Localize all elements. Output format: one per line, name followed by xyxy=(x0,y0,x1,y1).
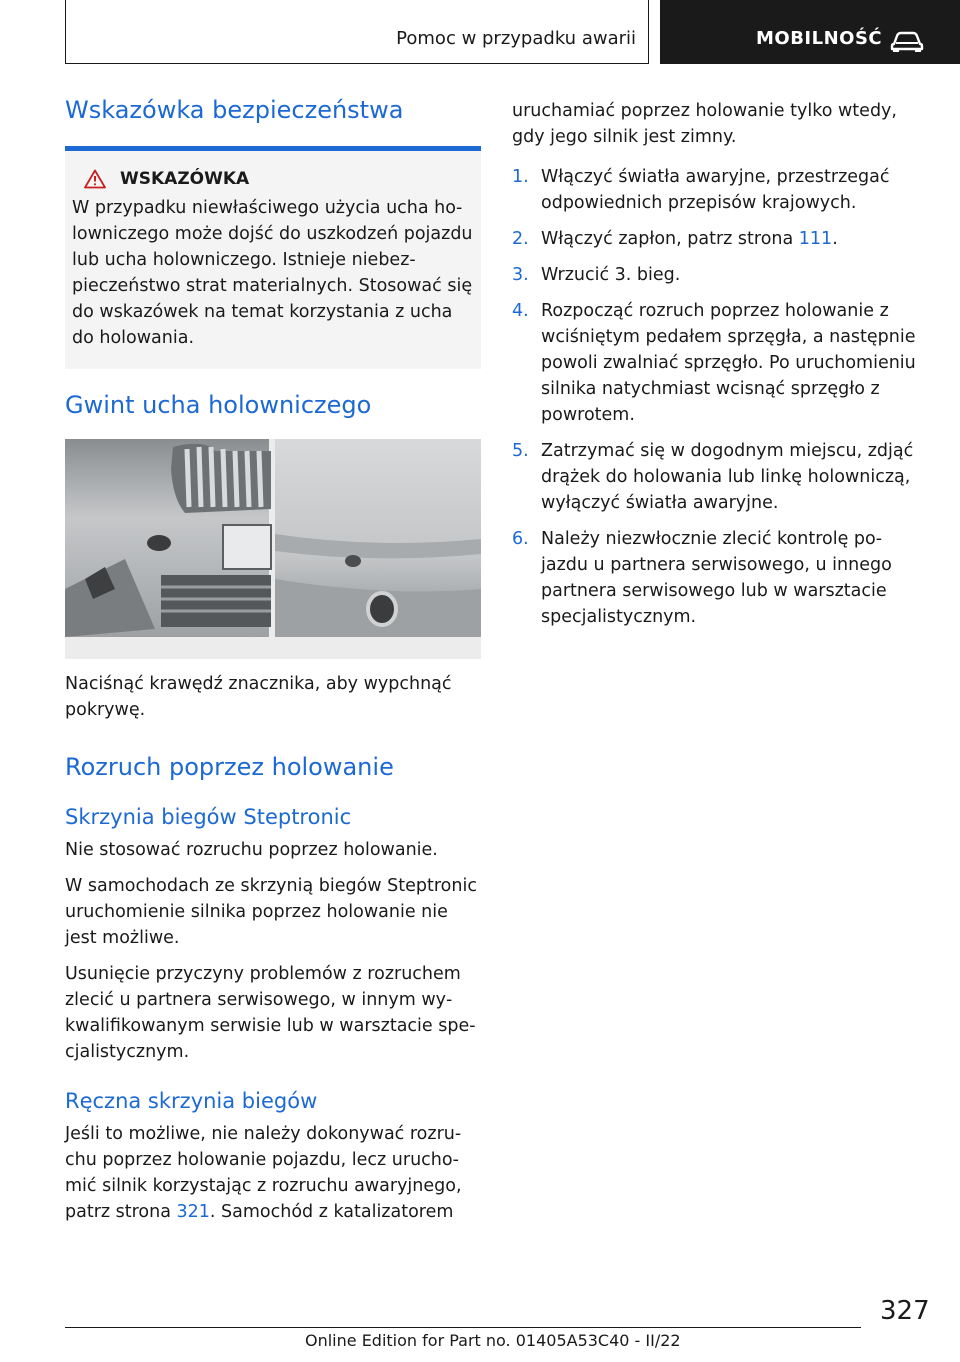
list-item xyxy=(512,298,922,428)
step-number: 4. xyxy=(512,301,529,321)
list-item xyxy=(512,262,922,288)
warning-triangle-icon xyxy=(84,169,106,189)
manual-heading: Ręczna skrzynia biegów xyxy=(65,1089,318,1113)
steptronic-heading: Skrzynia biegów Steptronic xyxy=(65,805,352,829)
page-link-321[interactable]: 321 xyxy=(176,1202,210,1222)
section-header xyxy=(65,0,649,64)
step-number: 5. xyxy=(512,441,529,461)
step-number: 2. xyxy=(512,229,529,249)
right-column xyxy=(512,96,922,640)
steptronic-paragraph-2: W samochodach ze skrzynią biegów Steptronic uruchomienie silnika poprzez holowanie nie jest możliwe. xyxy=(65,876,477,948)
steptronic-paragraph-1: Nie stosować rozruchu poprzez holowanie. xyxy=(65,840,438,860)
steptronic-paragraph-3: Usunięcie przyczyny problemów z rozruchem zlecić u partnera serwisowego, w innym wykwalifikowanym serwisie lub w warsztacie specjalistycznym. xyxy=(65,964,476,1062)
step-text: Wrzucić 3. bieg. xyxy=(541,265,681,285)
left-column xyxy=(65,96,481,1225)
step-number: 1. xyxy=(512,167,529,187)
step-text: Włączyć zapłon, patrz strona 111. xyxy=(541,229,838,249)
step-number: 3. xyxy=(512,265,529,285)
list-item xyxy=(512,438,922,516)
list-item xyxy=(512,526,922,630)
step-text: Należy niezwłocznie zlecić kontrolę pojazdu u partnera serwisowego, u innego partnera serwisowego lub w warsztacie specjalistycznym. xyxy=(541,529,892,627)
safety-heading: Wskazówka bezpieczeństwa xyxy=(65,96,404,124)
step-number: 6. xyxy=(512,529,529,549)
chapter-header xyxy=(660,0,960,64)
thread-heading: Gwint ucha holowniczego xyxy=(65,391,372,419)
car-icon xyxy=(890,30,924,52)
photo-caption: Naciśnąć krawędź znacznika, aby wypchnąć pokrywę. xyxy=(65,674,452,720)
list-item xyxy=(512,226,922,252)
page-link-111[interactable]: 111 xyxy=(798,229,833,249)
step-text: Włączyć światła awaryjne, przestrzegać odpowiednich przepisów krajowych. xyxy=(541,167,890,213)
chapter-title: MOBILNOŚĆ xyxy=(756,28,883,49)
warning-box xyxy=(65,151,481,369)
intro-paragraph: uruchamiać poprzez holowanie tylko wtedy, gdy jego silnik jest zimny. xyxy=(512,101,897,147)
steps-list xyxy=(512,164,922,630)
tow-start-heading: Rozruch poprzez holowanie xyxy=(65,753,394,781)
warning-label: WSKAZÓWKA xyxy=(120,169,250,189)
page-number: 327 xyxy=(880,1296,930,1326)
tow-eye-cover-photo xyxy=(65,439,481,659)
manual-paragraph: Jeśli to możliwe, nie należy dokonywać rozruchu poprzez holowanie pojazdu, lecz uruchomić silnik korzystając z rozruchu awaryjnego, patrz strona 321. Samochód z katalizatorem xyxy=(65,1124,462,1222)
list-item xyxy=(512,164,922,216)
step-text: Rozpocząć rozruch poprzez holowanie z wciśniętym pedałem sprzęgła, a następnie powoli zwalniać sprzęgło. Po uruchomieniu silnika natychmiast wcisnąć sprzęgło z powrotem. xyxy=(541,301,916,425)
step-text: Zatrzymać się w dogodnym miejscu, zdjąć drążek do holowania lub linkę holowniczą, wyłączyć światła awaryjne. xyxy=(541,441,914,513)
footer-rule xyxy=(65,1327,861,1328)
section-title: Pomoc w przypadku awarii xyxy=(396,28,636,49)
warning-text: W przypadku niewłaściwego użycia ucha holowniczego może dojść do uszkodzeń pojazdu lub ucha holowniczego. Istnieje niebezpieczeństwo strat materialnych. Stosować się do wskazówek na temat korzystania z ucha do holowania. xyxy=(72,198,473,348)
edition-text: Online Edition for Part no. 01405A53C40 - II/22 xyxy=(305,1331,681,1350)
